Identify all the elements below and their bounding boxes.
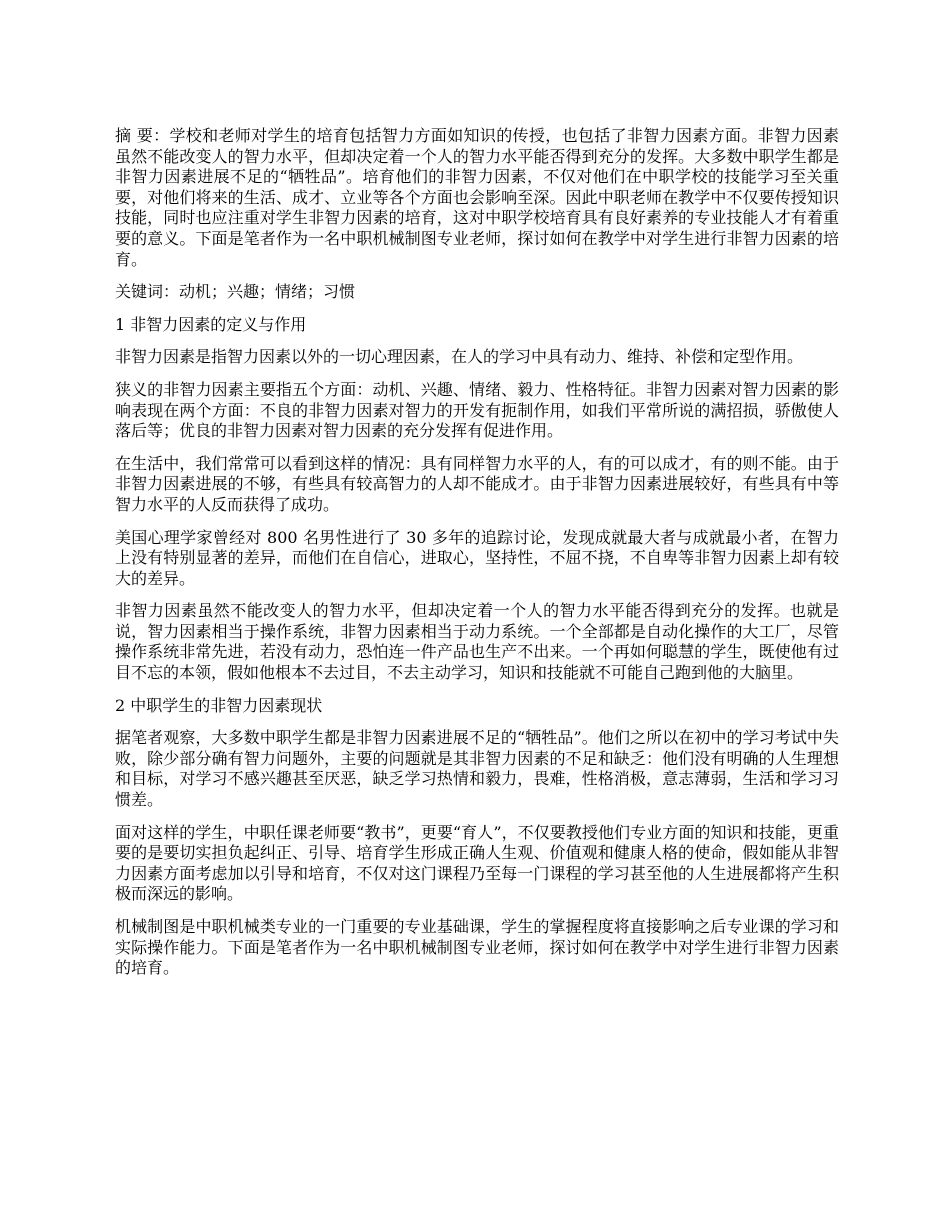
section-1-paragraph-2: 狭义的非智力因素主要指五个方面：动机、兴趣、情绪、毅力、性格特征。非智力因素对智力因素的影响表现在两个方面：不良的非智力因素对智力的开发有扼制作用，如我们平常所说的满招损，骄傲使人落后等；优良的非智力因素对智力因素的充分发挥有促进作用。 [115,379,839,441]
section-1-paragraph-4: 美国心理学家曾经对 800 名男性进行了 30 多年的追踪讨论，发现成就最大者与成就最小者，在智力上没有特别显著的差异，而他们在自信心，进取心，坚持性，不屈不挠，不自卑等非智力因素上却有较大的差异。 [115,527,839,588]
section-1-paragraph-1: 非智力因素是指智力因素以外的一切心理因素，在人的学习中具有动力、维持、补偿和定型作用。 [115,347,804,367]
keywords-line: 关键词：动机；兴趣；情绪；习惯 [115,282,356,302]
document-body [115,126,839,991]
section-2-paragraph-3: 机械制图是中职机械类专业的一门重要的专业基础课，学生的掌握程度将直接影响之后专业课的学习和实际操作能力。下面是笔者作为一名中职机械制图专业老师，探讨如何在教学中对学生进行非智力因素的培育。 [115,917,839,978]
section-1-paragraph-5: 非智力因素虽然不能改变人的智力水平，但却决定着一个人的智力水平能否得到充分的发挥。也就是说，智力因素相当于操作系统，非智力因素相当于动力系统。一个全部都是自动化操作的大工厂，尽管操作系统非常先进，若没有动力，恐怕连一件产品也生产不出来。一个再如何聪慧的学生，既使他有过目不忘的本领，假如他根本不去过目，不去主动学习，知识和技能就不可能自己跑到他的大脑里。 [115,601,839,683]
section-2-paragraph-1: 据笔者观察，大多数中职学生都是非智力因素进展不足的“牺牲品”。他们之所以在初中的学习考试中失败，除少部分确有智力问题外，主要的问题就是其非智力因素的不足和缺乏：他们没有明确的人生理想和目标，对学习不感兴趣甚至厌恶，缺乏学习热情和毅力，畏难，性格消极，意志薄弱，生活和学习习惯差。 [115,728,839,810]
section-1-paragraph-3: 在生活中，我们常常可以看到这样的情况：具有同样智力水平的人，有的可以成才，有的则不能。由于非智力因素进展的不够，有些具有较高智力的人却不能成才。由于非智力因素进展较好，有些具有中等智力水平的人反而获得了成功。 [115,453,839,514]
section-1-heading: 1 非智力因素的定义与作用 [115,314,307,334]
section-2-paragraph-2: 面对这样的学生，中职任课老师要“教书”，更要“育人”，不仅要教授他们专业方面的知识和技能，更重要的是要切实担负起纠正、引导、培育学生形成正确人生观、价值观和健康人格的使命，假如能从非智力因素方面考虑加以引导和培育，不仅对这门课程乃至每一门课程的学习甚至他的人生进展都将产生积极而深远的影响。 [115,822,839,904]
abstract-paragraph: 摘 要：学校和老师对学生的培育包括智力方面如知识的传授，也包括了非智力因素方面。非智力因素虽然不能改变人的智力水平，但却决定着一个人的智力水平能否得到充分的发挥。大多数中职学生都是非智力因素进展不足的“牺牲品”。培育他们的非智力因素，不仅对他们在中职学校的技能学习至关重要，对他们将来的生活、成才、立业等各个方面也会影响至深。因此中职老师在教学中不仅要传授知识技能，同时也应注重对学生非智力因素的培育，这对中职学校培育具有良好素养的专业技能人才有着重要的意义。下面是笔者作为一名中职机械制图专业老师，探讨如何在教学中对学生进行非智力因素的培育。 [115,126,839,269]
section-2-heading: 2 中职学生的非智力因素现状 [115,695,323,715]
